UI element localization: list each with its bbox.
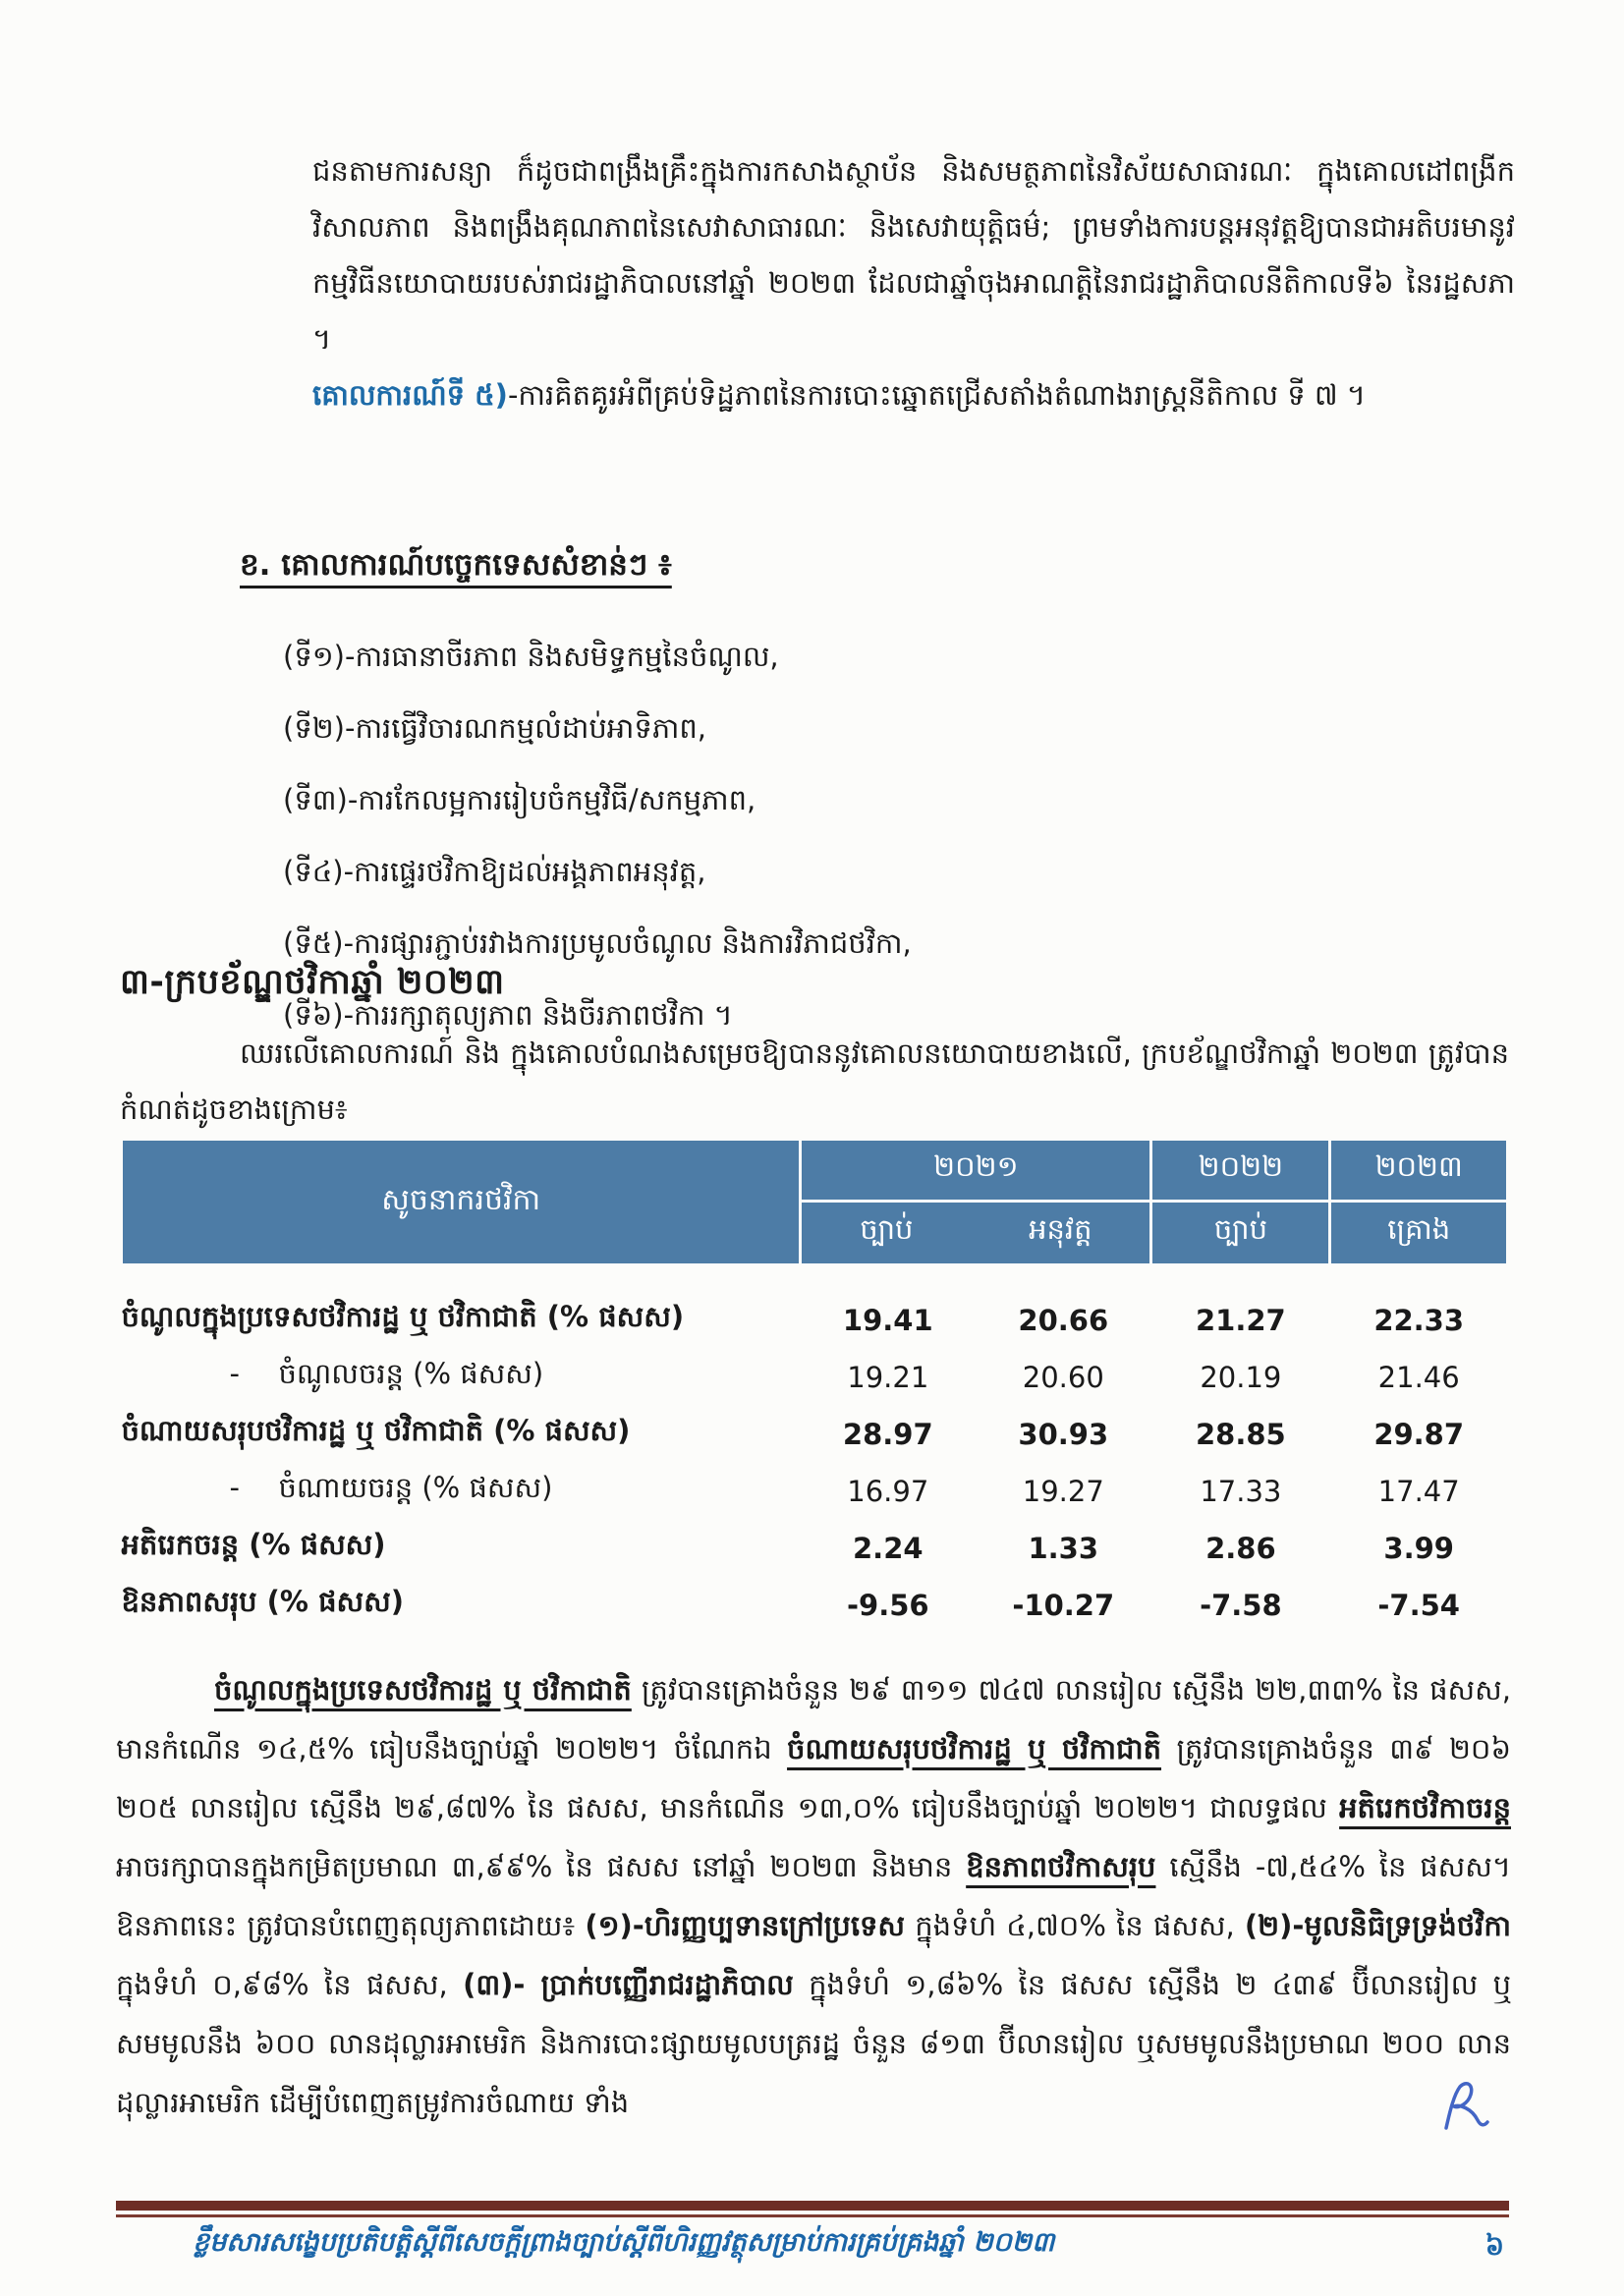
row-value: 28.85 xyxy=(1196,1418,1286,1451)
footer-rule xyxy=(116,2201,1509,2217)
table-row xyxy=(122,1406,1508,1463)
analysis-segment: ឱនភាពថវិកាសរុប xyxy=(966,1850,1156,1883)
row-label: ចំណូលក្នុងប្រទេសថវិការដ្ឋ ឬ ថវិកាជាតិ (% ផសស) xyxy=(121,1300,685,1333)
row-value: 28.97 xyxy=(842,1418,933,1451)
year-2021-header: ២០២១ xyxy=(801,1140,1151,1202)
row-value: 17.47 xyxy=(1377,1475,1460,1508)
row-value: 19.21 xyxy=(847,1361,929,1394)
list-item: (ទី២)-ការធ្វើវិចារណកម្មលំដាប់អាទិភាព, xyxy=(283,711,707,745)
subheader-2022-law: ច្បាប់ xyxy=(1151,1202,1330,1265)
row-label: ចំណាយសរុបថវិការដ្ឋ ឬ ថវិកាជាតិ (% ផសស) xyxy=(121,1414,631,1447)
footer-rule-thick xyxy=(116,2201,1509,2211)
row-value: 20.66 xyxy=(1018,1304,1109,1337)
row-value: 19.41 xyxy=(842,1304,933,1337)
year-2023-header: ២០២៣ xyxy=(1330,1140,1508,1202)
intro-continuation-block xyxy=(312,143,1515,423)
analysis-segment: ចំណូលក្នុងប្រទេសថវិការដ្ឋ ឬ ថវិកាជាតិ xyxy=(214,1673,632,1707)
row-label: អតិរេកចរន្ត (% ផសស) xyxy=(121,1528,386,1561)
section-3-intro: ឈរលើគោលការណ៍ និង ក្នុងគោលបំណងសម្រេចឱ្យបាននូវគោលនយោបាយខាងលើ, ក្របខ័ណ្ឌថវិកាឆ្នាំ ២០២៣ ត្រូវបានកំណត់ដូចខាងក្រោម៖ xyxy=(120,1036,1509,1126)
analysis-segment: (២)-មូលនិធិទ្រទ្រង់ថវិកា xyxy=(1244,1909,1511,1942)
row-label: ចំណូលចរន្ត (% ផសស) xyxy=(278,1357,544,1390)
row-value: 20.19 xyxy=(1200,1361,1282,1394)
row-value: -10.27 xyxy=(1012,1589,1115,1622)
analysis-segment: (១)-ហិរញ្ញប្បទានក្រៅប្រទេស xyxy=(585,1909,906,1942)
table-row xyxy=(122,1265,1508,1350)
list-item: (ទី៤)-ការផ្ទេរថវិកាឱ្យដល់អង្គភាពអនុវត្ត, xyxy=(283,855,706,888)
row-value: -9.56 xyxy=(846,1589,929,1622)
row-value: 3.99 xyxy=(1383,1532,1454,1565)
table-row xyxy=(122,1520,1508,1577)
footer-rule-thin xyxy=(116,2214,1509,2217)
row-value: 2.86 xyxy=(1205,1532,1276,1565)
row-value: -7.58 xyxy=(1200,1589,1282,1622)
row-value: 29.87 xyxy=(1373,1418,1465,1451)
row-value: 1.33 xyxy=(1028,1532,1099,1565)
handwritten-initial-mark xyxy=(1440,2081,1491,2140)
subheader-2021-actual: អនុវត្ត xyxy=(1029,1212,1092,1246)
table-row xyxy=(122,1577,1508,1634)
analysis-segment: ក្នុងទំហំ ៤,៧០% នៃ ផសស, xyxy=(905,1909,1245,1942)
row-value: 16.97 xyxy=(847,1475,929,1508)
analysis-segment: ត្រូវបានគ្រោងចំនួន ២៩ ៣១១ ៧៤៧ លានរៀល ស្មើនឹង ២២,៣៣% នៃ ផសស, មានកំណើន ១៤,៥% ធៀបនឹងច្បាប់ឆ្នាំ ២០២២។ ចំណែកឯ xyxy=(116,1673,1511,1765)
section-b-heading: ខ. គោលការណ៍បច្ចេកទេសសំខាន់ៗ ៖ xyxy=(240,547,672,583)
row-value: 30.93 xyxy=(1018,1418,1109,1451)
analysis-paragraph xyxy=(116,1660,1511,2132)
row-value: 2.24 xyxy=(853,1532,924,1565)
list-item: (ទី១)-ការធានាចីរភាព និងសមិទ្ធកម្មនៃចំណូល, xyxy=(283,640,779,673)
analysis-segment: ស្មើនឹង -៧,៥៤% នៃ ផសស។ ឱនភាពនេះ ត្រូវបានបំពេញតុល្យភាពដោយ៖ xyxy=(116,1850,1511,1942)
row-value: 20.60 xyxy=(1022,1361,1104,1394)
row-label: ឱនភាពសរុប (% ផសស) xyxy=(121,1585,404,1618)
analysis-segment: ត្រូវបានគ្រោងចំនួន ៣៩ ២០៦ ២០៥ លានរៀល ស្មើនឹង ២៩,៨៧% នៃ ផសស, មានកំណើន ១៣,០% ធៀបនឹងច្បាប់ឆ្នាំ ២០២២។ ជាលទ្ធផល xyxy=(116,1732,1511,1824)
analysis-segment: ក្នុងទំហំ ១,៨៦% នៃ ផសស ស្មើនឹង ២ ៤៣៩ ប៊ីលានរៀល ឬ សមមូលនឹង ៦០០ លានដុល្លារអាមេរិក និងការបោះផ្សាយមូលបត្ររដ្ឋ ចំនួន ៨១៣ ប៊ីលានរៀល ឬសមមូលនឹងប្រមាណ ២០០ លានដុល្លារអាមេរិក ដើម្បីបំពេញតម្រូវការចំណាយ ទាំង xyxy=(116,1968,1511,2119)
list-item: (ទី៣)-ការកែលម្អការរៀបចំកម្មវិធី/សកម្មភាព, xyxy=(283,783,756,816)
page-number: ៦ xyxy=(1484,2231,1504,2262)
row-value: 17.33 xyxy=(1200,1475,1282,1508)
analysis-segment: អតិរេកថវិកាចរន្ត xyxy=(1339,1791,1511,1824)
dash-bullet: - xyxy=(229,1357,240,1390)
row-value: 21.27 xyxy=(1196,1304,1286,1337)
subheader-2021-law: ច្បាប់ xyxy=(860,1212,914,1246)
budget-table-body xyxy=(122,1265,1508,1635)
year-2021-subheaders xyxy=(801,1202,1151,1265)
analysis-segment: (៣)- ប្រាក់បញ្ញើរាជរដ្ឋាភិបាល xyxy=(463,1968,794,2001)
row-value: 22.33 xyxy=(1373,1304,1465,1337)
row-label: ចំណាយចរន្ត (% ផសស) xyxy=(278,1471,553,1504)
subheader-2023-plan: គ្រោង xyxy=(1330,1202,1508,1265)
analysis-segment: ចំណាយសរុបថវិការដ្ឋ ឬ ថវិកាជាតិ xyxy=(787,1732,1162,1765)
row-value: 21.46 xyxy=(1377,1361,1460,1394)
table-year-header-row xyxy=(122,1140,1508,1202)
analysis-segment: អាចរក្សាបានក្នុងកម្រិតប្រមាណ ៣,៩៩% នៃ ផសស នៅឆ្នាំ ២០២៣ និងមាន xyxy=(116,1850,967,1883)
section-3-heading: ៣-ក្របខ័ណ្ឌថវិកាឆ្នាំ ២០២៣ xyxy=(120,963,505,1002)
goal-5-line xyxy=(312,367,1515,423)
year-2022-header: ២០២២ xyxy=(1151,1140,1330,1202)
row-value: 19.27 xyxy=(1022,1475,1104,1508)
table-row xyxy=(122,1463,1508,1520)
table-row xyxy=(122,1349,1508,1406)
footer-title: ខ្លឹមសារសង្ខេបប្រតិបត្តិស្តីពីសេចក្តីព្រាងច្បាប់ស្តីពីហិរញ្ញវត្ថុសម្រាប់ការគ្រប់គ្រងឆ្នាំ ២០២៣ xyxy=(193,2227,1055,2258)
analysis-segment: ក្នុងទំហំ ០,៩៨% នៃ ផសស, xyxy=(116,1968,464,2001)
goal-5-label: គោលការណ៍ទី ៥) xyxy=(312,378,508,412)
dash-bullet: - xyxy=(229,1471,240,1504)
intro-paragraph: ជនតាមការសន្យា ក៏ដូចជាពង្រឹងគ្រឹះក្នុងការកសាងស្ថាប័ន និងសមត្ថភាពនៃវិស័យសាធារណៈ ក្នុងគោលដៅពង្រីកវិសាលភាព និងពង្រឹងគុណភាពនៃសេវាសាធារណៈ និងសេវាយុត្តិធម៌; ព្រមទាំងការបន្តអនុវត្តឱ្យបានជាអតិបរមានូវកម្មវិធីនយោបាយរបស់រាជរដ្ឋាភិបាលនៅឆ្នាំ ២០២៣ ដែលជាឆ្នាំចុងអាណត្តិនៃរាជរដ្ឋាភិបាលនីតិកាលទី៦ នៃរដ្ឋសភា ។ xyxy=(312,154,1515,356)
row-value: -7.54 xyxy=(1377,1589,1460,1622)
list-item: (ទី៦)-ការរក្សាតុល្យភាព និងចីរភាពថវិកា ។ xyxy=(283,998,733,1032)
goal-5-text: -ការគិតគូរអំពីគ្រប់ទិដ្ឋភាពនៃការបោះឆ្នោតជ្រើសតាំងតំណាងរាស្រ្តនីតិកាល ទី ៧ ។ xyxy=(507,378,1366,412)
indicator-column-header: សូចនាករថវិកា xyxy=(122,1140,801,1265)
list-item: (ទី៥)-ការផ្សារភ្ជាប់រវាងការប្រមូលចំណូល និងការវិភាជថវិកា, xyxy=(283,926,912,960)
budget-framework-table xyxy=(120,1138,1509,1634)
